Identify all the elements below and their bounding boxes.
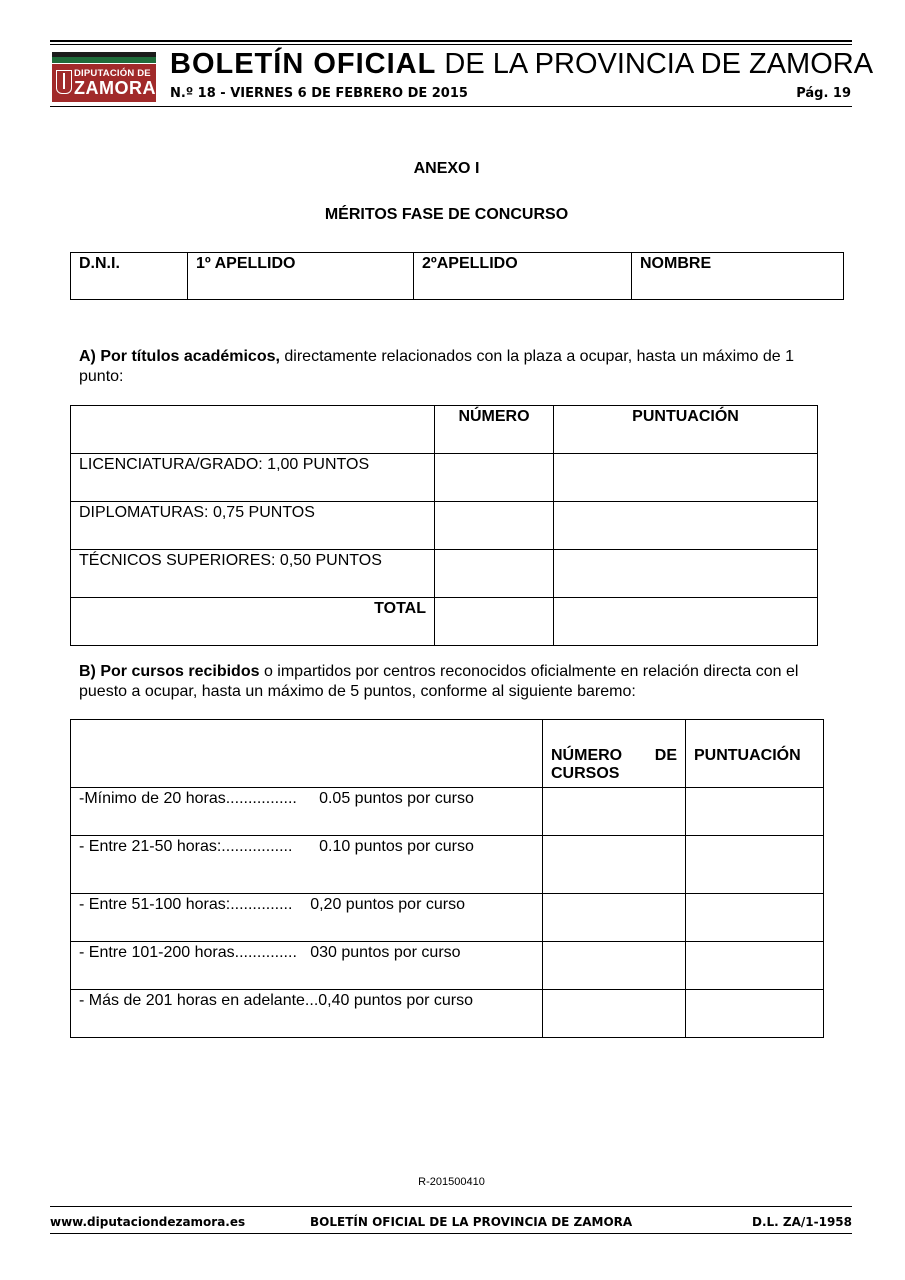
section-b-body: o impartidos por centros reconocidos oficialmente en relación directa con el puesto a ocupar, hasta un máximo de 5 puntos, conforme al siguiente baremo: xyxy=(79,663,799,700)
number-cell xyxy=(435,598,554,646)
table-row xyxy=(71,502,818,550)
score-cell xyxy=(686,990,824,1038)
page-number: Pág. 19 xyxy=(796,86,851,101)
academic-titles-table xyxy=(70,405,818,646)
table-row xyxy=(71,894,824,942)
publication-title xyxy=(170,47,873,81)
score-cell xyxy=(554,598,818,646)
dni-cell: D.N.I. xyxy=(71,253,188,300)
issue-info: N.º 18 - VIERNES 6 DE FEBRERO DE 2015 xyxy=(170,86,468,101)
column-header-number: NÚMERO xyxy=(435,406,554,454)
document-subtitle: MÉRITOS FASE DE CONCURSO xyxy=(324,206,569,223)
hours-range-label: - Entre 101-200 horas.............. 030 puntos por curso xyxy=(71,942,543,990)
course-count-cell xyxy=(543,836,686,894)
course-count-cell xyxy=(543,894,686,942)
score-cell xyxy=(686,836,824,894)
section-a-body: directamente relacionados con la plaza a ocupar, hasta un máximo de 1 punto: xyxy=(79,348,795,385)
column-header-blank xyxy=(71,406,435,454)
second-surname-cell: 2ºAPELLIDO xyxy=(414,253,632,300)
technician-label: TÉCNICOS SUPERIORES: 0,50 PUNTOS xyxy=(71,550,435,598)
diploma-label: DIPLOMATURAS: 0,75 PUNTOS xyxy=(71,502,435,550)
score-cell xyxy=(554,454,818,502)
course-count-cell xyxy=(543,788,686,836)
number-cell xyxy=(435,454,554,502)
table-row xyxy=(71,598,818,646)
section-a-text xyxy=(79,347,824,387)
header-rule-top xyxy=(50,40,852,42)
score-cell xyxy=(554,550,818,598)
table-row xyxy=(71,550,818,598)
column-header-course-count: NÚMERO DE CURSOS xyxy=(543,720,686,788)
table-row xyxy=(71,788,824,836)
section-a-lead: A) Por títulos académicos, xyxy=(79,348,280,365)
diputacion-logo xyxy=(52,64,156,102)
header-rule-bottom xyxy=(50,106,852,107)
footer-publication: BOLETÍN OFICIAL DE LA PROVINCIA DE ZAMORA xyxy=(310,1215,633,1229)
column-header-score: PUNTUACIÓN xyxy=(686,720,824,788)
hours-range-label: -Mínimo de 20 horas................ 0.05 puntos por curso xyxy=(71,788,543,836)
number-cell xyxy=(435,550,554,598)
table-row xyxy=(71,942,824,990)
logo-stripe-green xyxy=(52,57,156,63)
table-row xyxy=(71,253,844,300)
footer-website-link[interactable]: www.diputaciondezamora.es xyxy=(50,1215,246,1229)
column-header-blank xyxy=(71,720,543,788)
logo-line2: ZAMORA xyxy=(74,78,156,98)
hours-range-label: - Entre 21-50 horas:................ 0.10 puntos por curso xyxy=(71,836,543,894)
score-cell xyxy=(686,894,824,942)
logo-line1: DIPUTACIÓN DE xyxy=(74,68,151,79)
publication-title-bold: BOLETÍN OFICIAL xyxy=(170,48,437,80)
table-header-row xyxy=(71,406,818,454)
hours-range-label: - Más de 201 horas en adelante...0,40 puntos por curso xyxy=(71,990,543,1038)
hours-range-label: - Entre 51-100 horas:.............. 0,20 puntos por curso xyxy=(71,894,543,942)
column-header-score: PUNTUACIÓN xyxy=(554,406,818,454)
degree-label: LICENCIATURA/GRADO: 1,00 PUNTOS xyxy=(71,454,435,502)
document-reference: R-201500410 xyxy=(418,1176,485,1188)
total-label: TOTAL xyxy=(71,598,435,646)
header-rule-top-thin xyxy=(50,44,852,45)
name-cell: NOMBRE xyxy=(632,253,844,300)
section-b-lead: B) Por cursos recibidos xyxy=(79,663,260,680)
score-cell xyxy=(686,788,824,836)
score-cell xyxy=(554,502,818,550)
courses-table xyxy=(70,719,824,1038)
coat-of-arms-icon xyxy=(56,70,72,94)
number-cell xyxy=(435,502,554,550)
table-row xyxy=(71,836,824,894)
footer-rule-bottom xyxy=(50,1233,852,1234)
table-header-row xyxy=(71,720,824,788)
score-cell xyxy=(686,942,824,990)
footer-rule xyxy=(50,1206,852,1207)
footer-legal-deposit: D.L. ZA/1-1958 xyxy=(751,1215,852,1229)
first-surname-cell: 1º APELLIDO xyxy=(188,253,414,300)
course-count-cell xyxy=(543,990,686,1038)
identity-table xyxy=(70,252,844,300)
publication-title-rest: DE LA PROVINCIA DE ZAMORA xyxy=(436,48,874,80)
section-b-text xyxy=(79,662,824,702)
table-row xyxy=(71,454,818,502)
course-count-cell xyxy=(543,942,686,990)
annex-title: ANEXO I xyxy=(413,160,480,177)
table-row xyxy=(71,990,824,1038)
